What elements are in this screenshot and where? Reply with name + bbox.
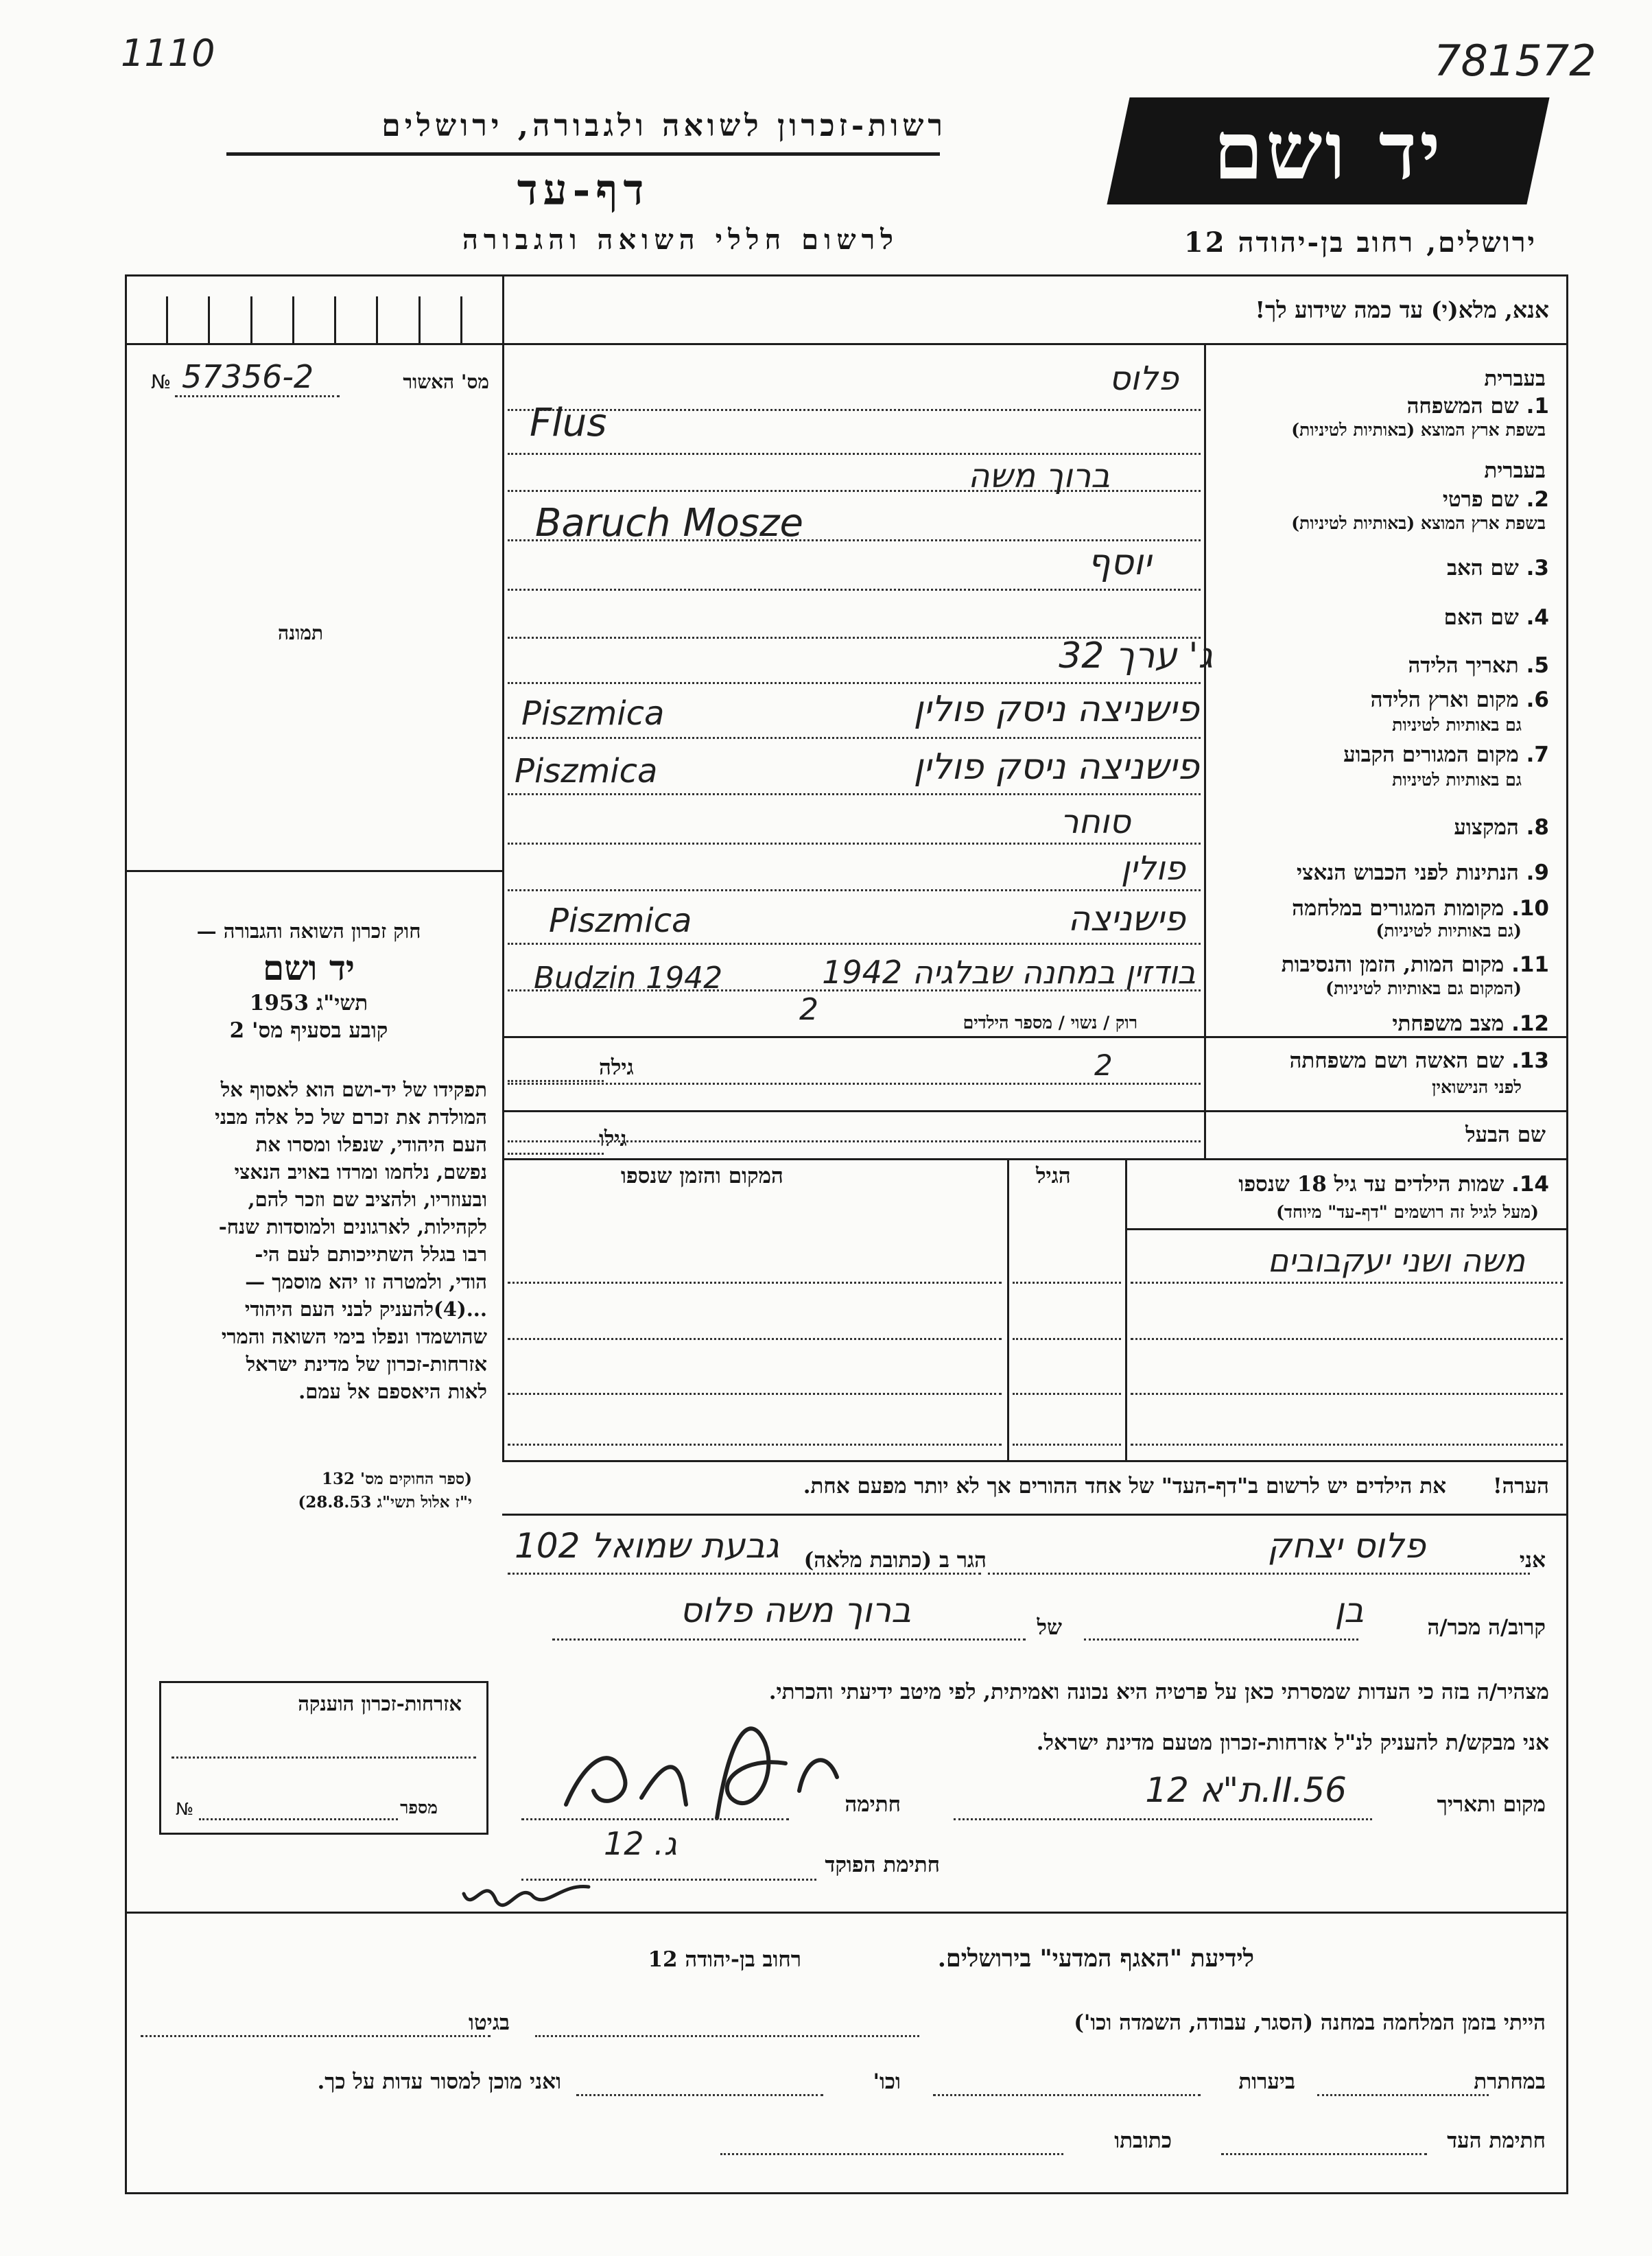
field-1-note: בשפת ארץ המוצא (באותיות לטיניות) — [1291, 420, 1546, 440]
relation-value[interactable]: בן — [1334, 1590, 1364, 1630]
reg-number[interactable]: 57356-2 — [182, 358, 314, 395]
declaration-i: אני — [1519, 1548, 1546, 1573]
citizenship-title: אזרחות-זכרון הוענקה — [298, 1692, 462, 1715]
field-9-num: 9. — [1526, 860, 1549, 885]
field-13-label — [1290, 1048, 1549, 1073]
footer-line3-b: כתובתו — [1114, 2128, 1172, 2153]
field-11-note: (המקום גם באותיות לטיניות) — [1325, 978, 1522, 998]
institution-name: רשות-זכרון לשואה ולגבורה, ירושלים — [381, 108, 947, 143]
field-1-value-lat[interactable]: Flus — [530, 401, 607, 445]
field-6-note: גם באותיות לטיניות — [1392, 715, 1522, 735]
corner-note-left: 1110 — [121, 32, 215, 75]
field-6-num: 6. — [1526, 688, 1549, 712]
field-10-value-lat[interactable]: Piszmica — [549, 902, 692, 940]
age-header: הגיל — [1036, 1164, 1071, 1188]
reg-no-sign: № — [151, 371, 172, 393]
field-2-value-he[interactable]: ברוך משה — [968, 457, 1110, 495]
field-5-num: 5. — [1526, 653, 1549, 678]
field-7-note: גם באותיות לטיניות — [1392, 770, 1522, 790]
field-8-label — [1454, 815, 1549, 840]
resides-label: הגר ב (כתובת מלאה) — [803, 1548, 987, 1573]
footer-line2-b: ביערות — [1238, 2069, 1295, 2094]
law-ref-2: י"ז אלול תשי"ג 28.8.53) — [298, 1493, 472, 1512]
field-3-value[interactable]: יוסף — [1087, 542, 1151, 583]
law-ref-1: (ספר החוקים מס' 132 — [322, 1470, 472, 1488]
field-4-num: 4. — [1526, 605, 1549, 630]
field-3-label — [1447, 556, 1549, 580]
instruction: אנא, מלא(י) עד כמה שידוע לך! — [1255, 296, 1549, 323]
field-10-value-he[interactable]: פישניצה — [1067, 899, 1185, 939]
field-10-label — [1292, 896, 1549, 921]
field-11-text: מקום המות, הזמן והנסיבות — [1281, 952, 1504, 977]
field-6-label — [1371, 688, 1549, 712]
clerk-signature[interactable]: ג. 12 — [604, 1825, 677, 1862]
law-line: נפשם, נלחמו ומרדו באויב הנאצי — [234, 1160, 487, 1184]
footer-line3-a: חתימת העד — [1447, 2128, 1546, 2153]
field-7-value-he[interactable]: פישניצה ניסק פולין — [913, 747, 1199, 788]
field-2-num: 2. — [1526, 487, 1549, 512]
remark-text: את הילדים יש לרשום ב"דף-העד" של אחד ההורים אך לא יותר מפעם אחת. — [803, 1474, 1446, 1499]
footer-line2-c: וכו' — [873, 2069, 901, 2094]
field-1-value-he[interactable]: פלוס — [1109, 360, 1179, 398]
law-block — [130, 919, 487, 1043]
field-4-label — [1444, 605, 1549, 630]
field-13-note: לפני הנישואין — [1432, 1077, 1522, 1097]
field-4-text: שם האם — [1443, 605, 1519, 630]
field-11-label — [1282, 952, 1549, 977]
corner-note-right: 781572 — [1434, 36, 1596, 86]
yad-vashem-logo — [1107, 97, 1549, 204]
footer-line1-b: בגיטו — [469, 2010, 510, 2035]
place-date-label: מקום ותאריך — [1437, 1792, 1546, 1817]
field-13-num: 13. — [1511, 1048, 1549, 1073]
law-text — [130, 1076, 487, 1405]
field-12-label — [1392, 1011, 1549, 1036]
field-12-text: מצב משפחתי — [1392, 1011, 1504, 1036]
field-2-value-lat[interactable]: Baruch Mosze — [535, 501, 803, 545]
reg-label: מס' האשור — [403, 371, 489, 393]
field-12-children-count[interactable]: 2 — [799, 992, 818, 1027]
field-8-value[interactable]: סוחר — [1060, 803, 1131, 841]
footer-address: רחוב בן-יהודה 12 — [648, 1947, 801, 1972]
law-line: העם היהודי, שנפלו ומסרו את — [255, 1133, 487, 1156]
law-clause: קובע בסעיף מס' 2 — [229, 1018, 388, 1043]
photo-label: תמונה — [278, 622, 324, 644]
field-10-text: מקומות המגורים במלחמה — [1292, 896, 1504, 921]
field-3-text: שם האב — [1447, 556, 1519, 580]
field-13-value[interactable]: 2 — [1094, 1048, 1113, 1082]
field-2-text: שם פרטי — [1442, 487, 1519, 512]
address: ירושלים, רחוב בן-יהודה 12 — [1183, 226, 1537, 259]
remark-label: הערה! — [1492, 1474, 1549, 1499]
relative-name[interactable]: ברוך משה פלוס — [679, 1590, 911, 1630]
form-subtitle: לרשום חללי השואה והגבורה — [462, 224, 899, 256]
tick-boxes — [126, 296, 502, 344]
law-line: שהושמדו ונפלו בימי השואה והמרי — [221, 1325, 487, 1348]
statement-2: אני מבקש/ת להעניק לנ"ל אזרחות-זכרון מטעם מדינת ישראל. — [1036, 1730, 1549, 1755]
field-7-label — [1343, 742, 1549, 767]
place-date-value[interactable]: ת"א 12.II.56 — [1145, 1770, 1347, 1810]
law-line: לקהילות, לארגונים ולמוסדות שנח- — [218, 1215, 487, 1238]
field-12-options: רוק / נשוי / מספר הילדים — [963, 1013, 1137, 1033]
field-9-label — [1297, 860, 1549, 885]
signature-stroke — [566, 1728, 837, 1818]
law-line: לאות היאספם אל עמם. — [298, 1380, 487, 1403]
law-heading: חוק זכרון השואה והגבורה — — [196, 919, 421, 943]
law-line: ...(4)להעניק לבני העם היהודי — [244, 1297, 487, 1321]
law-line: אזרחות-זכרון של מדינת ישראל — [246, 1352, 487, 1376]
footer-line1-a: הייתי בזמן המלחמה במחנה (הסגר, עבודה, השמדה וכו') — [1074, 2010, 1546, 2035]
statement-1: מצהיר/ה בזה כי העדות שמסרתי כאן על פרטיה היא נכונה ואמיתית, לפי מיטב ידיעתי והכרתי. — [768, 1680, 1549, 1704]
husband-label: שם הבעל — [1465, 1123, 1546, 1147]
field-10-note: (גם באותיות לטיניות) — [1376, 921, 1522, 941]
footer-title — [938, 1944, 1254, 1973]
footer-line2-d: ואני מוכן למסור עדות על כך. — [317, 2069, 561, 2094]
law-line: הודי, ולמטרה זו יהא מוסמך — — [245, 1270, 487, 1293]
witness-signature[interactable] — [559, 1715, 847, 1832]
field-2-label — [1443, 487, 1549, 512]
field-5-text: תאריך הלידה — [1408, 653, 1519, 678]
children-note: (מעל לגיל זה רושמים "דף-עד" מיוחד) — [1276, 1202, 1539, 1222]
law-name: יד ושם — [263, 948, 355, 988]
field-7-text: מקום המגורים הקבוע — [1343, 742, 1519, 767]
witness-name[interactable]: פלוס יצחק — [1267, 1526, 1426, 1566]
field-9-text: הנתינות לפני הכבוש הנאצי — [1297, 860, 1519, 885]
law-year: תשי"ג 1953 — [249, 991, 368, 1015]
field-7-value-lat[interactable]: Piszmica — [515, 752, 658, 790]
field-11-num: 11. — [1511, 952, 1549, 977]
field-8-text: המקצוע — [1454, 815, 1519, 840]
place-header: המקום והזמן שנספו — [621, 1164, 783, 1188]
law-line: ובעוזריו, ולהציב שם וזכר להם, — [248, 1188, 487, 1211]
field-6-value-he[interactable]: פישניצה ניסק פולין — [913, 689, 1199, 730]
field-2-note: בשפת ארץ המוצא (באותיות לטיניות) — [1291, 513, 1546, 533]
citizenship-no-sign: № — [176, 1799, 194, 1819]
field-13-text: שם האשה ושם משפחתה — [1289, 1048, 1504, 1073]
field-1-num: 1. — [1526, 394, 1549, 419]
of-label: של — [1037, 1615, 1062, 1640]
field-5-value[interactable]: ג' ערך 32 — [1059, 635, 1213, 677]
witness-address[interactable]: גבעת שמואל 102 — [515, 1526, 779, 1566]
field-8-num: 8. — [1526, 815, 1549, 840]
field-10-num: 10. — [1511, 896, 1549, 921]
field-9-value[interactable]: פולין — [1120, 849, 1185, 888]
law-line: תפקידו של יד-ושם הוא לאסוף אל — [220, 1078, 487, 1101]
relative-label: קרוב/ה מכר/ה — [1427, 1615, 1546, 1640]
field-2-hebrew-label: בעברית — [1484, 458, 1546, 483]
field-1-text: שם המשפחה — [1406, 394, 1519, 419]
clerk-label: חתימת הפוקד — [825, 1853, 940, 1877]
field-1-hebrew-label: בעברית — [1484, 366, 1546, 391]
footer-title-text: לידיעת "האגף המדעי" בירושלים. — [937, 1944, 1254, 1973]
field-11-value-he[interactable]: בודזין במחנה שבלגיה 1942 — [822, 954, 1196, 991]
field-6-value-lat[interactable]: Piszmica — [521, 694, 665, 733]
field-3-num: 3. — [1526, 556, 1549, 580]
field-12-num: 12. — [1511, 1011, 1549, 1036]
field-1-label — [1407, 394, 1549, 419]
child-1-name[interactable]: משה ושני יעקבובים — [1267, 1242, 1525, 1279]
signature-label: חתימה — [845, 1792, 901, 1817]
form-title: דף-עד — [517, 165, 650, 215]
law-line: המולדת את זכרם של כל אלה מבני — [215, 1105, 487, 1129]
law-line: רבו בגלל השתייכותם לעם הי- — [255, 1243, 487, 1266]
children-label — [1238, 1172, 1549, 1197]
citizenship-number-label: מספר — [400, 1798, 438, 1818]
logo-text: יד ושם — [1213, 104, 1443, 198]
footer-line2-a: במחתרת — [1474, 2069, 1546, 2094]
husband-age-label: גילו — [599, 1127, 627, 1151]
clerk-stroke — [464, 1887, 589, 1905]
field-7-num: 7. — [1526, 742, 1549, 767]
field-5-label — [1408, 653, 1549, 678]
children-label-text: שמות הילדים עד גיל 18 שנספו — [1238, 1172, 1504, 1197]
field-6-text: מקום וארץ הלידה — [1370, 688, 1519, 712]
wife-age-label: גילה — [599, 1055, 634, 1080]
children-num: 14. — [1511, 1172, 1549, 1197]
field-11-value-lat[interactable]: Budzin 1942 — [534, 961, 723, 996]
